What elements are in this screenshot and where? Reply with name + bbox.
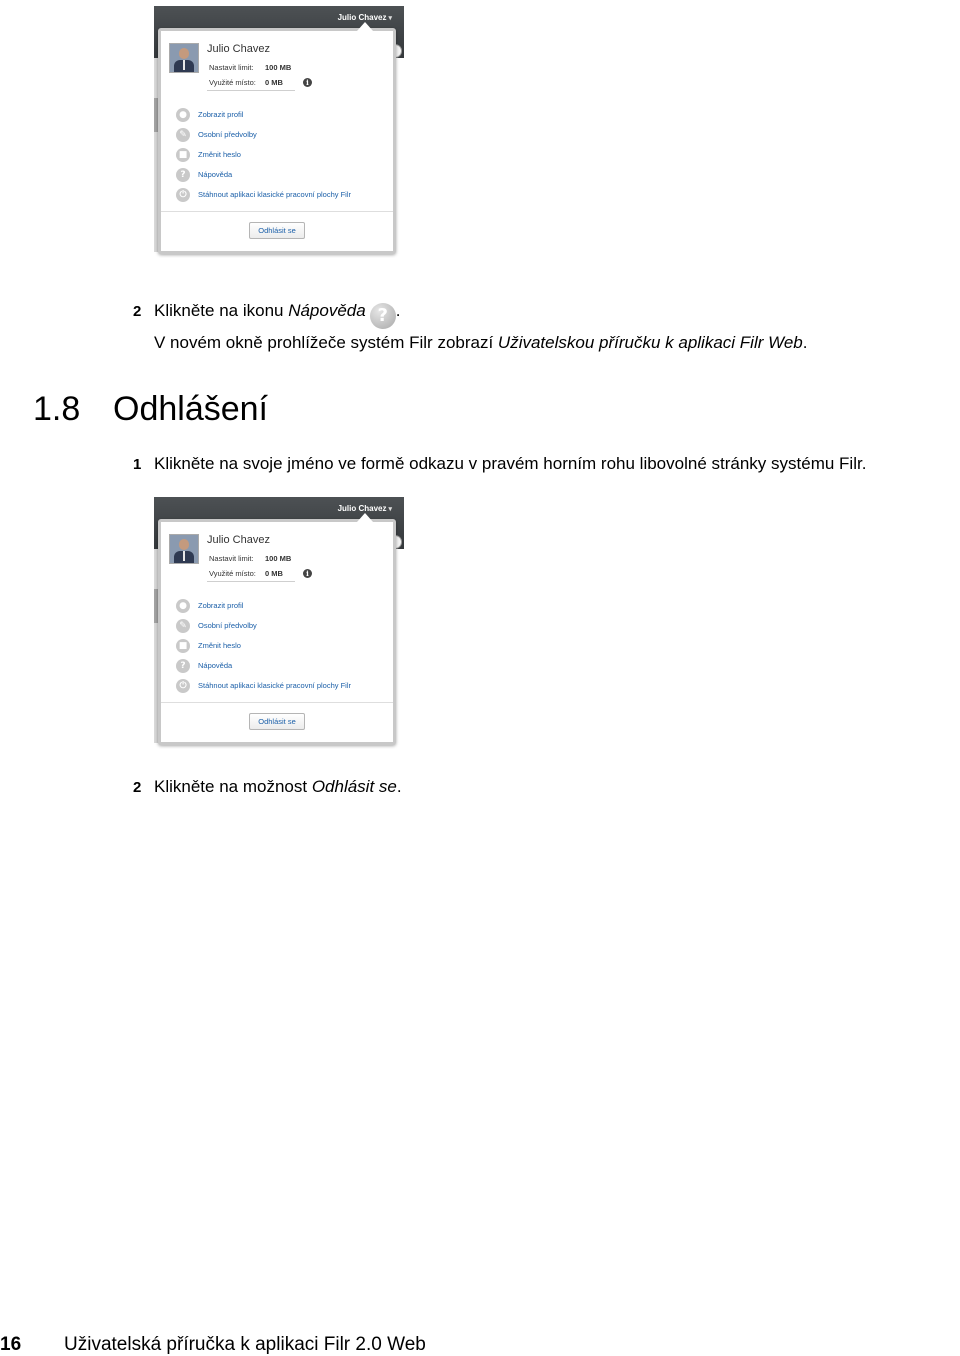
user-menu bbox=[176, 597, 386, 697]
footer-title: Uživatelská příručka k aplikaci Filr 2.0 Web bbox=[64, 1334, 426, 1355]
step-help: 2 Klikněte na ikonu Nápověda ? . bbox=[133, 301, 400, 329]
person-icon: ● bbox=[176, 599, 190, 613]
popup-divider bbox=[161, 211, 393, 212]
popup-pointer bbox=[357, 22, 373, 31]
menu-item-view-profile[interactable]: ● Zobrazit profil bbox=[176, 106, 386, 126]
user-menu-screenshot bbox=[154, 6, 406, 258]
menu-item-preferences[interactable]: ✎ Osobní předvolby bbox=[176, 617, 386, 637]
avatar bbox=[169, 534, 199, 564]
popup-user-name: Julio Chavez bbox=[207, 43, 270, 55]
user-menu-screenshot bbox=[154, 497, 406, 749]
settings-icon: ✎ bbox=[176, 619, 190, 633]
menu-item-preferences[interactable]: ✎ Osobní předvolby bbox=[176, 126, 386, 146]
header-user-link[interactable]: Julio Chavez ▾ bbox=[337, 13, 392, 22]
user-popup bbox=[158, 28, 396, 254]
lock-icon: ■ bbox=[176, 148, 190, 162]
power-icon: ⏻ bbox=[176, 188, 190, 202]
user-popup bbox=[158, 519, 396, 745]
info-icon[interactable]: i bbox=[303, 569, 312, 578]
chevron-down-icon: ▾ bbox=[388, 15, 392, 22]
popup-pointer bbox=[357, 513, 373, 522]
section-heading: 1.8 Odhlášení bbox=[33, 390, 268, 428]
menu-item-help[interactable]: ? Nápověda bbox=[176, 166, 386, 186]
step-logout-2: 2 Klikněte na možnost Odhlásit se. bbox=[133, 777, 402, 796]
step-help-result: V novém okně prohlížeče systém Filr zobrazí Uživatelskou příručku k aplikaci Filr Web. bbox=[154, 333, 808, 352]
menu-item-download-desktop[interactable]: ⏻ Stáhnout aplikaci klasické pracovní plochy Filr bbox=[176, 677, 386, 697]
step-logout-1: 1 Klikněte na svoje jméno ve formě odkazu v pravém horním rohu libovolné stránky systému Filr. bbox=[133, 454, 867, 473]
person-icon: ● bbox=[176, 108, 190, 122]
menu-item-download-desktop[interactable]: ⏻ Stáhnout aplikaci klasické pracovní plochy Filr bbox=[176, 186, 386, 206]
page-number: 16 bbox=[0, 1334, 22, 1355]
menu-item-view-profile[interactable]: ● Zobrazit profil bbox=[176, 597, 386, 617]
power-icon: ⏻ bbox=[176, 679, 190, 693]
help-icon: ? bbox=[370, 303, 396, 329]
header-user-link[interactable]: Julio Chavez ▾ bbox=[337, 504, 392, 513]
quota-limit: Nastavit limit: 100 MB bbox=[209, 554, 292, 563]
menu-item-help[interactable]: ? Nápověda bbox=[176, 657, 386, 677]
page-footer bbox=[0, 1334, 426, 1356]
chevron-down-icon: ▾ bbox=[388, 506, 392, 513]
quota-used: Využité místo: 0 MB bbox=[209, 569, 283, 578]
quota-used: Využité místo: 0 MB bbox=[209, 78, 283, 87]
settings-icon: ✎ bbox=[176, 128, 190, 142]
popup-user-name: Julio Chavez bbox=[207, 534, 270, 546]
lock-icon: ■ bbox=[176, 639, 190, 653]
help-icon: ? bbox=[176, 168, 190, 182]
quota-underline bbox=[207, 90, 295, 91]
help-icon: ? bbox=[176, 659, 190, 673]
quota-underline bbox=[207, 581, 295, 582]
menu-item-change-password[interactable]: ■ Změnit heslo bbox=[176, 146, 386, 166]
logout-button[interactable]: Odhlásit se bbox=[249, 713, 305, 730]
quota-limit: Nastavit limit: 100 MB bbox=[209, 63, 292, 72]
user-menu bbox=[176, 106, 386, 206]
avatar bbox=[169, 43, 199, 73]
popup-divider bbox=[161, 702, 393, 703]
logout-button[interactable]: Odhlásit se bbox=[249, 222, 305, 239]
info-icon[interactable]: i bbox=[303, 78, 312, 87]
menu-item-change-password[interactable]: ■ Změnit heslo bbox=[176, 637, 386, 657]
